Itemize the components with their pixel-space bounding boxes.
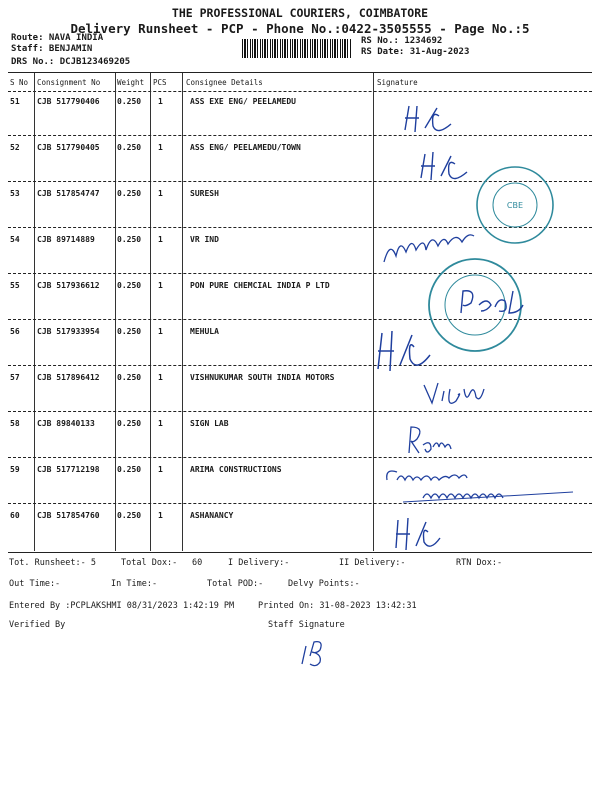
row-pcs: 1 xyxy=(158,189,163,198)
row-consignee: ARIMA CONSTRUCTIONS xyxy=(190,465,282,474)
row-pcs: 1 xyxy=(158,281,163,290)
in-time: In Time:- xyxy=(111,579,158,589)
row-sno: 58 xyxy=(10,419,20,428)
table-row xyxy=(0,419,600,429)
table-row xyxy=(0,511,600,521)
total-pod: Total POD:- xyxy=(207,579,264,589)
row-consignee: VR IND xyxy=(190,235,219,244)
row-sno: 59 xyxy=(10,465,20,474)
out-time: Out Time:- xyxy=(9,579,61,589)
route-label: Route: NAVA INDIA xyxy=(11,33,104,43)
row-weight: 0.250 xyxy=(117,235,142,244)
row-separator xyxy=(8,135,592,136)
staff-label: Staff: BENJAMIN xyxy=(11,44,93,54)
row-consignment-no: CJB 517933954 xyxy=(37,327,100,336)
handwritten-signature xyxy=(395,100,465,140)
row-consignee: ASS EXE ENG/ PEELAMEDU xyxy=(190,97,296,106)
i-delivery: I Delivery:- xyxy=(228,558,290,568)
row-consignment-no: CJB 517790405 xyxy=(37,143,100,152)
row-weight: 0.250 xyxy=(117,419,142,428)
table-row xyxy=(0,143,600,153)
table-row xyxy=(0,97,600,107)
row-sno: 55 xyxy=(10,281,20,290)
row-pcs: 1 xyxy=(158,373,163,382)
table-header-divider xyxy=(8,91,592,92)
col-header-pcs: PCS xyxy=(153,78,167,87)
row-weight: 0.250 xyxy=(117,373,142,382)
col-header-weight: Weight xyxy=(117,78,145,87)
row-sno: 60 xyxy=(10,511,20,520)
row-pcs: 1 xyxy=(158,419,163,428)
drs-number: DRS No.: DCJB123469205 xyxy=(11,57,131,67)
total-runsheet: Tot. Runsheet:- 5 xyxy=(9,558,96,568)
total-dox-value: 60 xyxy=(192,558,203,568)
row-consignment-no: CJB 517712198 xyxy=(37,465,100,474)
handwritten-signature xyxy=(370,325,440,375)
row-weight: 0.250 xyxy=(117,327,142,336)
runsheet-title: Delivery Runsheet - PCP - Phone No.:0422-3505555 - Page No.:5 xyxy=(70,21,530,36)
table-row xyxy=(0,373,600,383)
row-consignee: SURESH xyxy=(190,189,219,198)
verified-by: Verified By xyxy=(9,620,66,630)
row-sno: 51 xyxy=(10,97,20,106)
row-consignment-no: CJB 517854747 xyxy=(37,189,100,198)
rs-number: RS No.: 1234692 xyxy=(361,36,443,46)
row-weight: 0.250 xyxy=(117,511,142,520)
row-pcs: 1 xyxy=(158,235,163,244)
entered-by: Entered By :PCPLAKSHMI 08/31/2023 1:42:19 PM xyxy=(9,601,235,611)
row-sno: 57 xyxy=(10,373,20,382)
handwritten-signature xyxy=(388,514,448,554)
handwritten-signature xyxy=(420,375,490,410)
row-consignment-no: CJB 517896412 xyxy=(37,373,100,382)
row-weight: 0.250 xyxy=(117,143,142,152)
row-consignee: SIGN LAB xyxy=(190,419,229,428)
handwritten-signature xyxy=(380,222,490,268)
row-consignment-no: CJB 517790406 xyxy=(37,97,100,106)
row-consignee: VISHNUKUMAR SOUTH INDIA MOTORS xyxy=(190,373,335,382)
row-pcs: 1 xyxy=(158,143,163,152)
row-pcs: 1 xyxy=(158,97,163,106)
handwritten-signature xyxy=(455,285,535,321)
handwritten-signature xyxy=(405,423,455,458)
row-consignment-no: CJB 89714889 xyxy=(37,235,95,244)
row-consignment-no: CJB 89840133 xyxy=(37,419,95,428)
row-sno: 54 xyxy=(10,235,20,244)
row-separator xyxy=(8,411,592,412)
row-sno: 56 xyxy=(10,327,20,336)
company-title: THE PROFESSIONAL COURIERS, COIMBATORE xyxy=(171,6,429,20)
total-dox-label: Total Dox:- xyxy=(121,558,178,568)
row-separator xyxy=(8,365,592,366)
row-separator xyxy=(8,457,592,458)
row-weight: 0.250 xyxy=(117,189,142,198)
svg-text:CBE: CBE xyxy=(506,201,524,210)
col-header-consignee: Consignee Details xyxy=(186,78,263,87)
row-pcs: 1 xyxy=(158,511,163,520)
row-pcs: 1 xyxy=(158,327,163,336)
table-top-border xyxy=(8,72,592,73)
row-consignee: PON PURE CHEMCIAL INDIA P LTD xyxy=(190,281,330,290)
row-consignee: ASS ENG/ PEELAMEDU/TOWN xyxy=(190,143,301,152)
handwritten-signature xyxy=(383,462,583,512)
col-header-signature: Signature xyxy=(377,78,418,87)
col-header-consignment: Consignment No xyxy=(37,78,101,87)
handwritten-signature xyxy=(415,148,485,184)
row-weight: 0.250 xyxy=(117,465,142,474)
row-weight: 0.250 xyxy=(117,97,142,106)
staff-signature-label: Staff Signature xyxy=(268,620,345,630)
staff-handwritten-signature xyxy=(298,634,338,670)
delvy-points: Delvy Points:- xyxy=(288,579,360,589)
printed-on: Printed On: 31-08-2023 13:42:31 xyxy=(258,601,417,611)
barcode xyxy=(242,39,352,58)
row-consignment-no: CJB 517936612 xyxy=(37,281,100,290)
rtn-dox: RTN Dox:- xyxy=(456,558,503,568)
row-pcs: 1 xyxy=(158,465,163,474)
col-header-sno: S No xyxy=(10,78,29,87)
row-consignment-no: CJB 517854760 xyxy=(37,511,100,520)
ii-delivery: II Delivery:- xyxy=(339,558,406,568)
table-bottom-border xyxy=(8,552,592,553)
row-consignee: MEHULA xyxy=(190,327,219,336)
row-consignee: ASHANANCY xyxy=(190,511,234,520)
rs-date: RS Date: 31-Aug-2023 xyxy=(361,47,470,57)
row-sno: 52 xyxy=(10,143,20,152)
row-weight: 0.250 xyxy=(117,281,142,290)
row-sno: 53 xyxy=(10,189,20,198)
